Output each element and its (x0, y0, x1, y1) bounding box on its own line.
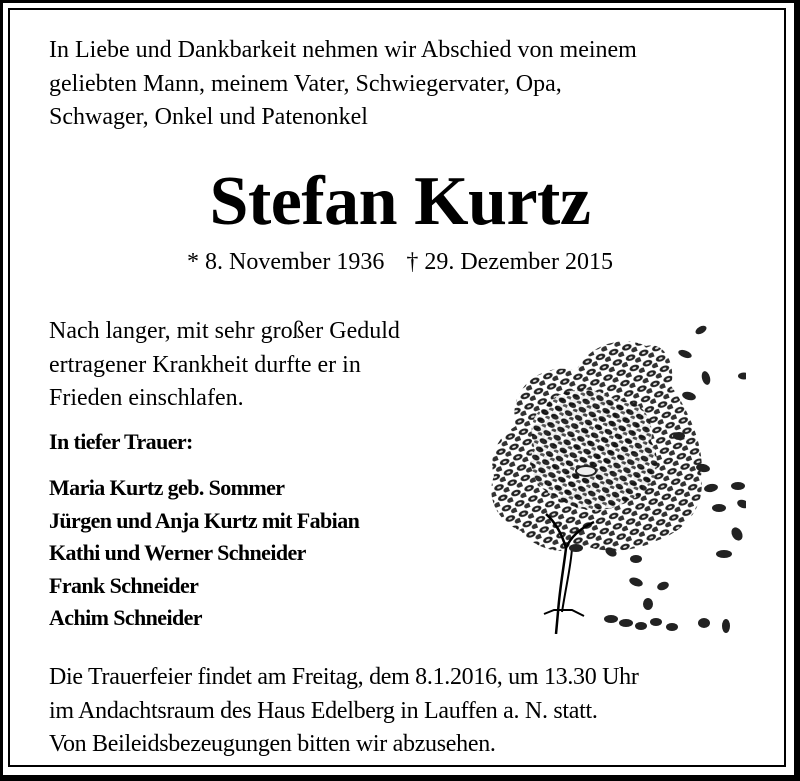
deceased-name: Stefan Kurtz (209, 163, 591, 240)
intro-line: In Liebe und Dankbarkeit nehmen wir Abschied von meinem (49, 37, 637, 63)
birth-date: * 8. November 1936 (187, 249, 385, 275)
mourner: Achim Schneider (49, 605, 202, 631)
tree-with-falling-leaves-icon (476, 316, 746, 634)
mourner: Kathi und Werner Schneider (49, 540, 306, 566)
mourner: Jürgen und Anja Kurtz mit Fabian (49, 507, 360, 533)
mourner: Maria Kurtz geb. Sommer (49, 475, 285, 500)
mourning-heading: In tiefer Trauer: (49, 429, 193, 454)
mourner: Frank Schneider (49, 572, 199, 598)
intro-line: Schwager, Onkel und Patenonkel (49, 104, 368, 130)
passing-line: Nach langer, mit sehr großer Geduld (49, 318, 400, 344)
passing-line: ertragener Krankheit durfte er in (49, 351, 361, 378)
service-line: im Andachtsraum des Haus Edelberg in Lauffen a. N. statt. (49, 697, 598, 724)
death-date: † 29. Dezember 2015 (406, 249, 613, 275)
passing-text (49, 315, 449, 416)
mourners-list (49, 472, 359, 635)
life-dates (0, 247, 800, 277)
service-line: Die Trauerfeier findet am Freitag, dem 8.1.2016, um 13.30 Uhr (49, 664, 639, 690)
service-info (49, 661, 779, 762)
service-line: Von Beileidsbezeugungen bitten wir abzusehen. (49, 731, 496, 757)
passing-line: Frieden einschlafen. (49, 385, 244, 411)
intro-text (49, 34, 769, 135)
intro-line: geliebten Mann, meinem Vater, Schwiegervater, Opa, (49, 70, 562, 97)
